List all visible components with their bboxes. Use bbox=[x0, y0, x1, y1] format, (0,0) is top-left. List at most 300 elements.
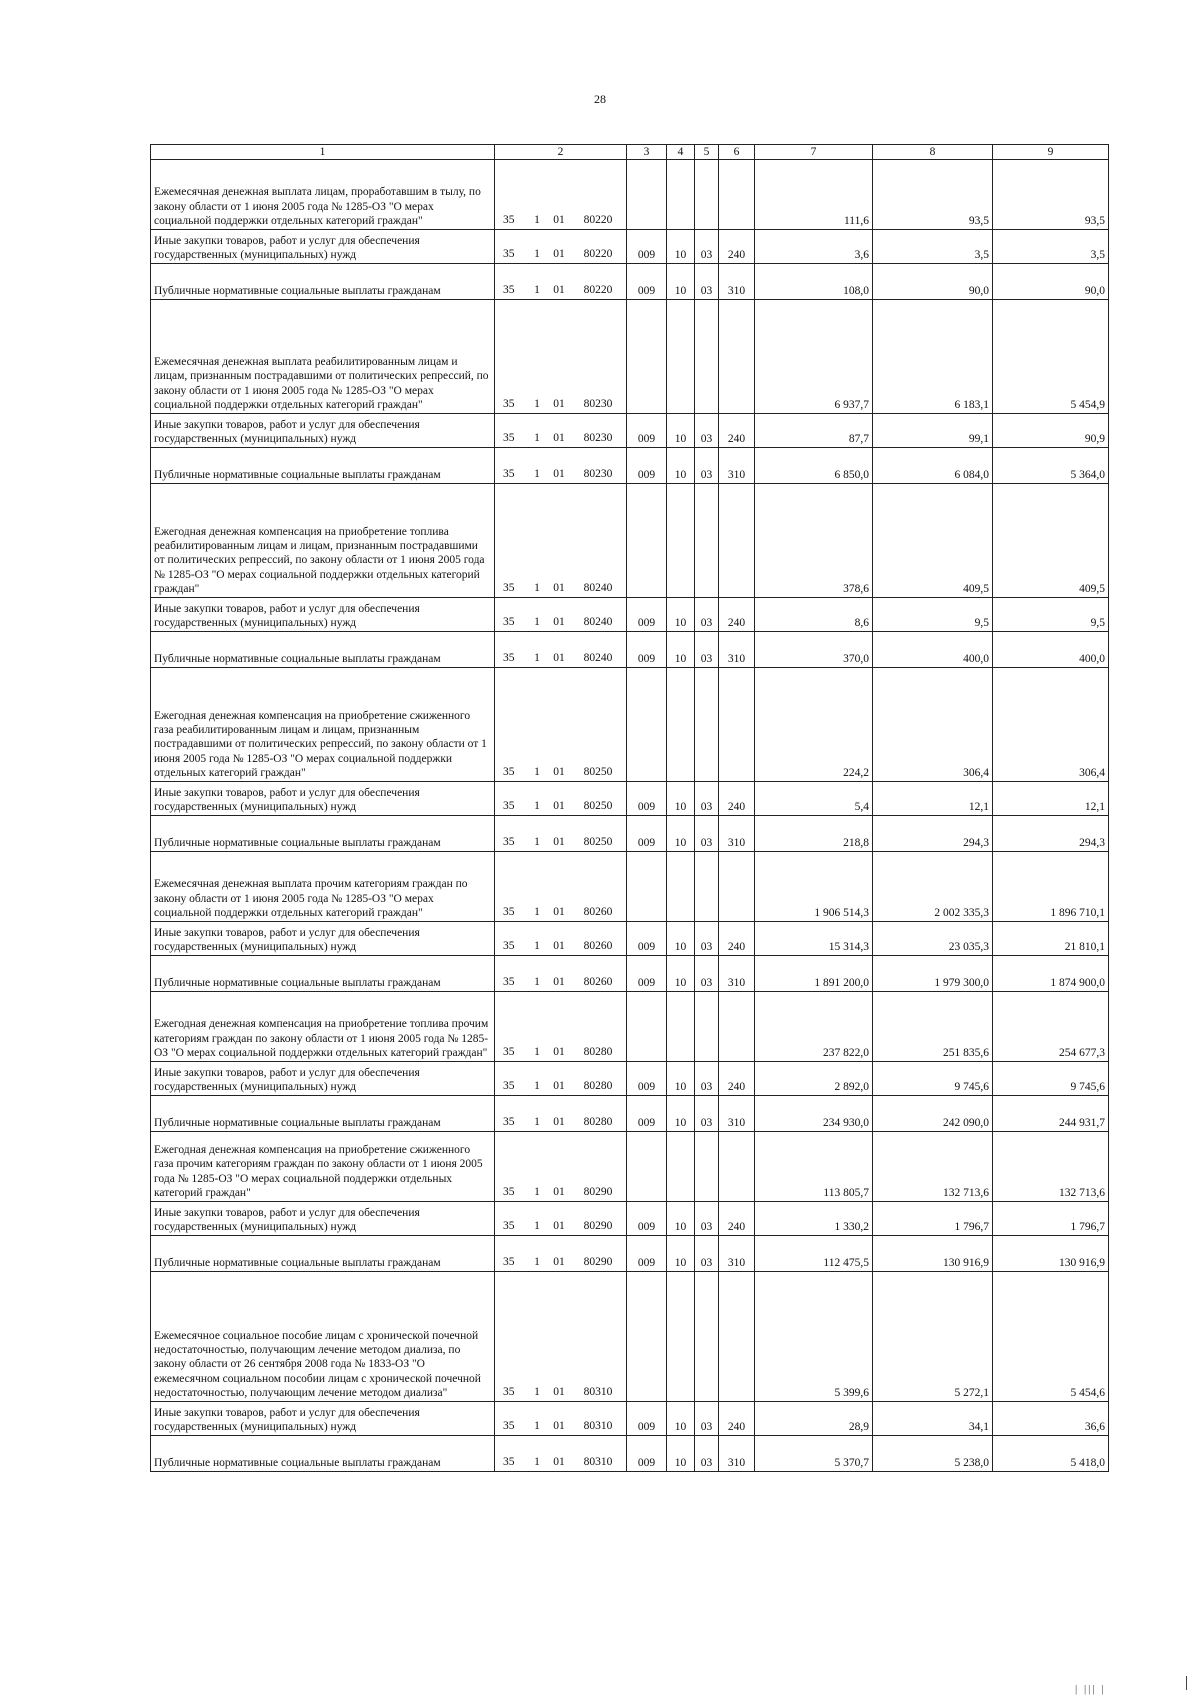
table-row bbox=[151, 1096, 1109, 1132]
code-cell-c4: 10 bbox=[667, 782, 695, 816]
table-row bbox=[151, 1132, 1109, 1202]
amount-cell-c7: 370,0 bbox=[755, 632, 873, 668]
code-cell-c5: 03 bbox=[695, 782, 719, 816]
row-name-cell: Иные закупки товаров, работ и услуг для обеспечения государственных (муниципальных) нужд bbox=[151, 782, 495, 816]
code-cell-c5 bbox=[695, 668, 719, 782]
code-group bbox=[495, 1219, 626, 1235]
table-row bbox=[151, 1436, 1109, 1472]
code-cell-col2 bbox=[495, 484, 627, 598]
code-part: 35 bbox=[503, 582, 515, 594]
code-part: 1 bbox=[534, 1456, 540, 1468]
code-cell-c3: 009 bbox=[627, 1236, 667, 1272]
amount-cell-c9: 409,5 bbox=[993, 484, 1109, 598]
code-part: 01 bbox=[553, 652, 565, 664]
table-row bbox=[151, 1272, 1109, 1402]
code-part: 35 bbox=[503, 1220, 515, 1232]
table-row bbox=[151, 816, 1109, 852]
code-cell-c3: 009 bbox=[627, 1096, 667, 1132]
code-part: 35 bbox=[503, 1186, 515, 1198]
code-part: 1 bbox=[534, 766, 540, 778]
code-cell-c6: 310 bbox=[719, 448, 755, 484]
amount-cell-c7: 1 891 200,0 bbox=[755, 956, 873, 992]
code-cell-c5: 03 bbox=[695, 598, 719, 632]
code-part: 35 bbox=[503, 1386, 515, 1398]
amount-cell-c8: 294,3 bbox=[873, 816, 993, 852]
code-cell-c6: 240 bbox=[719, 1062, 755, 1096]
amount-cell-c7: 2 892,0 bbox=[755, 1062, 873, 1096]
code-cell-c5: 03 bbox=[695, 1096, 719, 1132]
code-part: 01 bbox=[553, 906, 565, 918]
code-part: 80220 bbox=[583, 248, 613, 260]
code-cell-c4 bbox=[667, 1132, 695, 1202]
amount-cell-c9: 90,9 bbox=[993, 414, 1109, 448]
code-part: 01 bbox=[553, 800, 565, 812]
row-name-cell: Иные закупки товаров, работ и услуг для обеспечения государственных (муниципальных) нужд bbox=[151, 1062, 495, 1096]
amount-cell-c8: 12,1 bbox=[873, 782, 993, 816]
code-part: 35 bbox=[503, 1420, 515, 1432]
code-part: 35 bbox=[503, 1080, 515, 1092]
code-part: 80230 bbox=[583, 432, 613, 444]
code-part: 80220 bbox=[583, 284, 613, 296]
code-cell-col2 bbox=[495, 922, 627, 956]
code-part: 80310 bbox=[583, 1420, 613, 1432]
code-part: 01 bbox=[553, 284, 565, 296]
code-cell-col2 bbox=[495, 782, 627, 816]
code-cell-c4: 10 bbox=[667, 598, 695, 632]
code-cell-c4: 10 bbox=[667, 1236, 695, 1272]
code-cell-c3: 009 bbox=[627, 414, 667, 448]
code-cell-c4: 10 bbox=[667, 448, 695, 484]
code-cell-c4: 10 bbox=[667, 956, 695, 992]
code-part: 35 bbox=[503, 1116, 515, 1128]
code-part: 80290 bbox=[583, 1220, 613, 1232]
code-cell-col2 bbox=[495, 1272, 627, 1402]
table-row bbox=[151, 1062, 1109, 1096]
row-name-cell: Иные закупки товаров, работ и услуг для обеспечения государственных (муниципальных) нужд bbox=[151, 598, 495, 632]
code-group bbox=[495, 975, 626, 991]
code-part: 80220 bbox=[583, 214, 613, 226]
code-cell-c4: 10 bbox=[667, 1202, 695, 1236]
code-group bbox=[495, 799, 626, 815]
code-cell-c5: 03 bbox=[695, 448, 719, 484]
amount-cell-c7: 8,6 bbox=[755, 598, 873, 632]
code-part: 1 bbox=[534, 940, 540, 952]
code-part: 1 bbox=[534, 432, 540, 444]
row-name-cell: Публичные нормативные социальные выплаты гражданам bbox=[151, 1096, 495, 1132]
code-part: 80280 bbox=[583, 1046, 613, 1058]
code-cell-c6: 240 bbox=[719, 922, 755, 956]
code-part: 01 bbox=[553, 616, 565, 628]
code-cell-col2 bbox=[495, 1402, 627, 1436]
table-row bbox=[151, 992, 1109, 1062]
amount-cell-c7: 108,0 bbox=[755, 264, 873, 300]
row-name-cell: Иные закупки товаров, работ и услуг для обеспечения государственных (муниципальных) нужд bbox=[151, 230, 495, 264]
code-cell-c3: 009 bbox=[627, 956, 667, 992]
code-cell-c3: 009 bbox=[627, 1062, 667, 1096]
code-cell-c5 bbox=[695, 300, 719, 414]
column-header-4: 4 bbox=[667, 145, 695, 160]
code-cell-c3 bbox=[627, 668, 667, 782]
code-cell-col2 bbox=[495, 956, 627, 992]
code-part: 35 bbox=[503, 766, 515, 778]
budget-table bbox=[150, 144, 1109, 1472]
code-cell-c3: 009 bbox=[627, 230, 667, 264]
code-cell-c6 bbox=[719, 300, 755, 414]
amount-cell-c7: 1 906 514,3 bbox=[755, 852, 873, 922]
code-cell-c3 bbox=[627, 300, 667, 414]
row-name-cell: Публичные нормативные социальные выплаты гражданам bbox=[151, 956, 495, 992]
code-group bbox=[495, 651, 626, 667]
code-group bbox=[495, 1115, 626, 1131]
code-part: 1 bbox=[534, 1386, 540, 1398]
amount-cell-c7: 15 314,3 bbox=[755, 922, 873, 956]
code-group bbox=[495, 1255, 626, 1271]
amount-cell-c9: 12,1 bbox=[993, 782, 1109, 816]
code-cell-c4: 10 bbox=[667, 264, 695, 300]
code-cell-c5: 03 bbox=[695, 264, 719, 300]
code-part: 80310 bbox=[583, 1386, 613, 1398]
code-cell-c4 bbox=[667, 852, 695, 922]
code-cell-c3: 009 bbox=[627, 264, 667, 300]
amount-cell-c9: 5 454,9 bbox=[993, 300, 1109, 414]
table-row bbox=[151, 632, 1109, 668]
code-part: 80260 bbox=[583, 906, 613, 918]
code-part: 35 bbox=[503, 248, 515, 260]
code-part: 35 bbox=[503, 652, 515, 664]
code-part: 1 bbox=[534, 468, 540, 480]
row-name-cell: Ежегодная денежная компенсация на приобретение топлива реабилитированным лицам и лицам, признанным пострадавшими от политических репрессий, по закону области от 1 июня 2005 года № 1285-ОЗ "О мерах социальной поддержки отдельных категорий граждан" bbox=[151, 484, 495, 598]
table-row bbox=[151, 264, 1109, 300]
code-part: 1 bbox=[534, 1220, 540, 1232]
code-group bbox=[495, 1385, 626, 1401]
code-cell-c5: 03 bbox=[695, 230, 719, 264]
code-part: 1 bbox=[534, 1186, 540, 1198]
code-cell-c3: 009 bbox=[627, 598, 667, 632]
code-part: 80280 bbox=[583, 1116, 613, 1128]
amount-cell-c9: 93,5 bbox=[993, 160, 1109, 230]
row-name-cell: Ежемесячная денежная выплата прочим категориям граждан по закону области от 1 июня 2005 года № 1285-ОЗ "О мерах социальной поддержки отдельных категорий граждан" bbox=[151, 852, 495, 922]
code-cell-col2 bbox=[495, 264, 627, 300]
code-cell-c6: 240 bbox=[719, 1202, 755, 1236]
code-cell-c6 bbox=[719, 668, 755, 782]
code-cell-c5: 03 bbox=[695, 1236, 719, 1272]
code-group bbox=[495, 939, 626, 955]
row-name-cell: Ежемесячное социальное пособие лицам с хронической почечной недостаточностью, получающим лечение методом диализа, по закону области от 26 сентября 2008 года № 1833-ОЗ "О ежемесячном социальном пособии лицам с хронической почечной недостаточностью, получающим лечение методом диализа" bbox=[151, 1272, 495, 1402]
row-name-cell: Ежегодная денежная компенсация на приобретение сжиженного газа прочим категориям граждан по закону области от 1 июня 2005 года № 1285-ОЗ "О мерах социальной поддержки отдельных категорий граждан" bbox=[151, 1132, 495, 1202]
code-cell-c5: 03 bbox=[695, 956, 719, 992]
code-part: 1 bbox=[534, 1116, 540, 1128]
code-part: 1 bbox=[534, 1080, 540, 1092]
code-cell-c6 bbox=[719, 852, 755, 922]
code-part: 1 bbox=[534, 906, 540, 918]
code-cell-col2 bbox=[495, 300, 627, 414]
code-cell-col2 bbox=[495, 1202, 627, 1236]
code-part: 01 bbox=[553, 214, 565, 226]
amount-cell-c9: 9 745,6 bbox=[993, 1062, 1109, 1096]
code-cell-c6: 310 bbox=[719, 1436, 755, 1472]
table-row bbox=[151, 484, 1109, 598]
column-header-3: 3 bbox=[627, 145, 667, 160]
code-part: 35 bbox=[503, 940, 515, 952]
code-cell-col2 bbox=[495, 992, 627, 1062]
code-cell-c6: 310 bbox=[719, 1236, 755, 1272]
table-row bbox=[151, 1202, 1109, 1236]
code-part: 35 bbox=[503, 398, 515, 410]
code-part: 35 bbox=[503, 468, 515, 480]
code-part: 1 bbox=[534, 616, 540, 628]
code-part: 01 bbox=[553, 1220, 565, 1232]
code-part: 80250 bbox=[583, 836, 613, 848]
amount-cell-c7: 1 330,2 bbox=[755, 1202, 873, 1236]
code-cell-c4 bbox=[667, 668, 695, 782]
row-name-cell: Публичные нормативные социальные выплаты гражданам bbox=[151, 816, 495, 852]
code-part: 1 bbox=[534, 214, 540, 226]
amount-cell-c9: 244 931,7 bbox=[993, 1096, 1109, 1132]
code-cell-col2 bbox=[495, 816, 627, 852]
amount-cell-c9: 3,5 bbox=[993, 230, 1109, 264]
amount-cell-c8: 3,5 bbox=[873, 230, 993, 264]
code-part: 80240 bbox=[583, 652, 613, 664]
amount-cell-c8: 306,4 bbox=[873, 668, 993, 782]
code-part: 01 bbox=[553, 1116, 565, 1128]
code-part: 01 bbox=[553, 976, 565, 988]
code-part: 35 bbox=[503, 1046, 515, 1058]
amount-cell-c9: 1 896 710,1 bbox=[993, 852, 1109, 922]
amount-cell-c8: 242 090,0 bbox=[873, 1096, 993, 1132]
amount-cell-c7: 234 930,0 bbox=[755, 1096, 873, 1132]
amount-cell-c8: 90,0 bbox=[873, 264, 993, 300]
code-cell-c3: 009 bbox=[627, 448, 667, 484]
code-cell-c5 bbox=[695, 160, 719, 230]
code-cell-c6 bbox=[719, 160, 755, 230]
code-part: 35 bbox=[503, 214, 515, 226]
code-part: 35 bbox=[503, 800, 515, 812]
amount-cell-c7: 378,6 bbox=[755, 484, 873, 598]
code-cell-c6 bbox=[719, 992, 755, 1062]
page-number: 28 bbox=[594, 92, 606, 106]
code-cell-col2 bbox=[495, 852, 627, 922]
table-row bbox=[151, 668, 1109, 782]
code-part: 01 bbox=[553, 582, 565, 594]
row-name-cell: Публичные нормативные социальные выплаты гражданам bbox=[151, 1236, 495, 1272]
code-cell-c6: 310 bbox=[719, 956, 755, 992]
code-part: 35 bbox=[503, 836, 515, 848]
row-name-cell: Иные закупки товаров, работ и услуг для обеспечения государственных (муниципальных) нужд bbox=[151, 922, 495, 956]
code-cell-c4: 10 bbox=[667, 1096, 695, 1132]
row-name-cell: Ежемесячная денежная выплата лицам, проработавшим в тылу, по закону области от 1 июня 2005 года № 1285-ОЗ "О мерах социальной поддержки отдельных категорий граждан" bbox=[151, 160, 495, 230]
amount-cell-c7: 3,6 bbox=[755, 230, 873, 264]
amount-cell-c7: 5,4 bbox=[755, 782, 873, 816]
code-cell-col2 bbox=[495, 598, 627, 632]
row-name-cell: Иные закупки товаров, работ и услуг для обеспечения государственных (муниципальных) нужд bbox=[151, 1402, 495, 1436]
code-part: 80280 bbox=[583, 1080, 613, 1092]
code-cell-c3 bbox=[627, 992, 667, 1062]
code-cell-c5: 03 bbox=[695, 414, 719, 448]
amount-cell-c7: 6 937,7 bbox=[755, 300, 873, 414]
code-part: 01 bbox=[553, 1420, 565, 1432]
code-cell-c3: 009 bbox=[627, 632, 667, 668]
column-header-5: 5 bbox=[695, 145, 719, 160]
code-part: 80250 bbox=[583, 800, 613, 812]
code-part: 1 bbox=[534, 652, 540, 664]
amount-cell-c7: 5 370,7 bbox=[755, 1436, 873, 1472]
column-header-2: 2 bbox=[495, 145, 627, 160]
code-group bbox=[495, 283, 626, 299]
amount-cell-c9: 1 874 900,0 bbox=[993, 956, 1109, 992]
code-part: 1 bbox=[534, 976, 540, 988]
code-cell-c4 bbox=[667, 484, 695, 598]
code-cell-c4 bbox=[667, 1272, 695, 1402]
code-group bbox=[495, 1045, 626, 1061]
code-cell-c6: 310 bbox=[719, 632, 755, 668]
amount-cell-c8: 5 272,1 bbox=[873, 1272, 993, 1402]
code-cell-c6: 310 bbox=[719, 264, 755, 300]
code-part: 01 bbox=[553, 1456, 565, 1468]
code-part: 1 bbox=[534, 836, 540, 848]
amount-cell-c8: 5 238,0 bbox=[873, 1436, 993, 1472]
code-part: 80230 bbox=[583, 398, 613, 410]
amount-cell-c8: 34,1 bbox=[873, 1402, 993, 1436]
code-cell-c5: 03 bbox=[695, 1062, 719, 1096]
amount-cell-c9: 132 713,6 bbox=[993, 1132, 1109, 1202]
code-part: 1 bbox=[534, 284, 540, 296]
code-cell-col2 bbox=[495, 1236, 627, 1272]
amount-cell-c9: 21 810,1 bbox=[993, 922, 1109, 956]
code-cell-c3: 009 bbox=[627, 782, 667, 816]
code-cell-c5 bbox=[695, 1132, 719, 1202]
code-cell-c4: 10 bbox=[667, 632, 695, 668]
code-cell-c6 bbox=[719, 1132, 755, 1202]
code-cell-col2 bbox=[495, 1096, 627, 1132]
code-part: 35 bbox=[503, 976, 515, 988]
code-part: 01 bbox=[553, 1046, 565, 1058]
amount-cell-c9: 36,6 bbox=[993, 1402, 1109, 1436]
code-cell-c3 bbox=[627, 852, 667, 922]
table-row bbox=[151, 1236, 1109, 1272]
code-cell-c6: 240 bbox=[719, 414, 755, 448]
amount-cell-c9: 1 796,7 bbox=[993, 1202, 1109, 1236]
code-group bbox=[495, 905, 626, 921]
table-row bbox=[151, 230, 1109, 264]
code-part: 01 bbox=[553, 836, 565, 848]
amount-cell-c7: 113 805,7 bbox=[755, 1132, 873, 1202]
amount-cell-c8: 251 835,6 bbox=[873, 992, 993, 1062]
amount-cell-c9: 254 677,3 bbox=[993, 992, 1109, 1062]
code-part: 35 bbox=[503, 284, 515, 296]
table-row bbox=[151, 414, 1109, 448]
amount-cell-c7: 218,8 bbox=[755, 816, 873, 852]
code-part: 35 bbox=[503, 616, 515, 628]
code-cell-c4: 10 bbox=[667, 1402, 695, 1436]
code-group bbox=[495, 835, 626, 851]
code-part: 01 bbox=[553, 766, 565, 778]
code-cell-c3: 009 bbox=[627, 1436, 667, 1472]
code-part: 01 bbox=[553, 940, 565, 952]
code-cell-c4 bbox=[667, 300, 695, 414]
code-cell-c4: 10 bbox=[667, 1062, 695, 1096]
code-part: 1 bbox=[534, 1046, 540, 1058]
table-header-row bbox=[151, 145, 1109, 160]
amount-cell-c8: 130 916,9 bbox=[873, 1236, 993, 1272]
row-name-cell: Иные закупки товаров, работ и услуг для обеспечения государственных (муниципальных) нужд bbox=[151, 1202, 495, 1236]
code-cell-c3 bbox=[627, 1272, 667, 1402]
amount-cell-c9: 90,0 bbox=[993, 264, 1109, 300]
amount-cell-c8: 9,5 bbox=[873, 598, 993, 632]
amount-cell-c8: 400,0 bbox=[873, 632, 993, 668]
amount-cell-c8: 6 084,0 bbox=[873, 448, 993, 484]
code-cell-col2 bbox=[495, 668, 627, 782]
code-part: 01 bbox=[553, 1080, 565, 1092]
column-header-8: 8 bbox=[873, 145, 993, 160]
row-name-cell: Публичные нормативные социальные выплаты гражданам bbox=[151, 1436, 495, 1472]
code-cell-c5: 03 bbox=[695, 1202, 719, 1236]
amount-cell-c8: 409,5 bbox=[873, 484, 993, 598]
amount-cell-c9: 9,5 bbox=[993, 598, 1109, 632]
table-row bbox=[151, 922, 1109, 956]
code-cell-col2 bbox=[495, 1436, 627, 1472]
code-part: 01 bbox=[553, 468, 565, 480]
code-part: 1 bbox=[534, 248, 540, 260]
amount-cell-c8: 6 183,1 bbox=[873, 300, 993, 414]
code-part: 01 bbox=[553, 398, 565, 410]
code-cell-c5 bbox=[695, 484, 719, 598]
column-header-9: 9 bbox=[993, 145, 1109, 160]
scan-edge-mark bbox=[1186, 1676, 1187, 1690]
code-cell-c3: 009 bbox=[627, 816, 667, 852]
amount-cell-c8: 1 796,7 bbox=[873, 1202, 993, 1236]
code-part: 01 bbox=[553, 1386, 565, 1398]
code-cell-c4: 10 bbox=[667, 1436, 695, 1472]
code-part: 1 bbox=[534, 1256, 540, 1268]
code-cell-c6 bbox=[719, 1272, 755, 1402]
code-part: 01 bbox=[553, 248, 565, 260]
row-name-cell: Иные закупки товаров, работ и услуг для обеспечения государственных (муниципальных) нужд bbox=[151, 414, 495, 448]
row-name-cell: Ежегодная денежная компенсация на приобретение топлива прочим категориям граждан по закону области от 1 июня 2005 года № 1285-ОЗ "О мерах социальной поддержки отдельных категорий граждан" bbox=[151, 992, 495, 1062]
table-row bbox=[151, 160, 1109, 230]
amount-cell-c8: 99,1 bbox=[873, 414, 993, 448]
table-row bbox=[151, 956, 1109, 992]
table-row bbox=[151, 1402, 1109, 1436]
column-header-1: 1 bbox=[151, 145, 495, 160]
code-cell-c6: 240 bbox=[719, 782, 755, 816]
table-row bbox=[151, 598, 1109, 632]
code-part: 80240 bbox=[583, 582, 613, 594]
amount-cell-c7: 28,9 bbox=[755, 1402, 873, 1436]
amount-cell-c7: 6 850,0 bbox=[755, 448, 873, 484]
amount-cell-c8: 93,5 bbox=[873, 160, 993, 230]
amount-cell-c8: 2 002 335,3 bbox=[873, 852, 993, 922]
table-row bbox=[151, 782, 1109, 816]
table-row bbox=[151, 300, 1109, 414]
code-part: 1 bbox=[534, 398, 540, 410]
amount-cell-c9: 294,3 bbox=[993, 816, 1109, 852]
row-name-cell: Ежемесячная денежная выплата реабилитированным лицам и лицам, признанным пострадавшими от политических репрессий, по закону области от 1 июня 2005 года № 1285-ОЗ "О мерах социальной поддержки отдельных категорий граждан" bbox=[151, 300, 495, 414]
code-cell-col2 bbox=[495, 160, 627, 230]
code-part: 01 bbox=[553, 1186, 565, 1198]
code-cell-c5: 03 bbox=[695, 1402, 719, 1436]
code-group bbox=[495, 431, 626, 447]
code-cell-col2 bbox=[495, 632, 627, 668]
code-group bbox=[495, 581, 626, 597]
code-part: 80240 bbox=[583, 616, 613, 628]
scan-marks: | ||| | bbox=[1075, 1683, 1106, 1695]
code-part: 1 bbox=[534, 1420, 540, 1432]
code-group bbox=[495, 247, 626, 263]
code-cell-c3: 009 bbox=[627, 922, 667, 956]
code-cell-c6: 310 bbox=[719, 816, 755, 852]
code-part: 80260 bbox=[583, 940, 613, 952]
code-part: 80260 bbox=[583, 976, 613, 988]
